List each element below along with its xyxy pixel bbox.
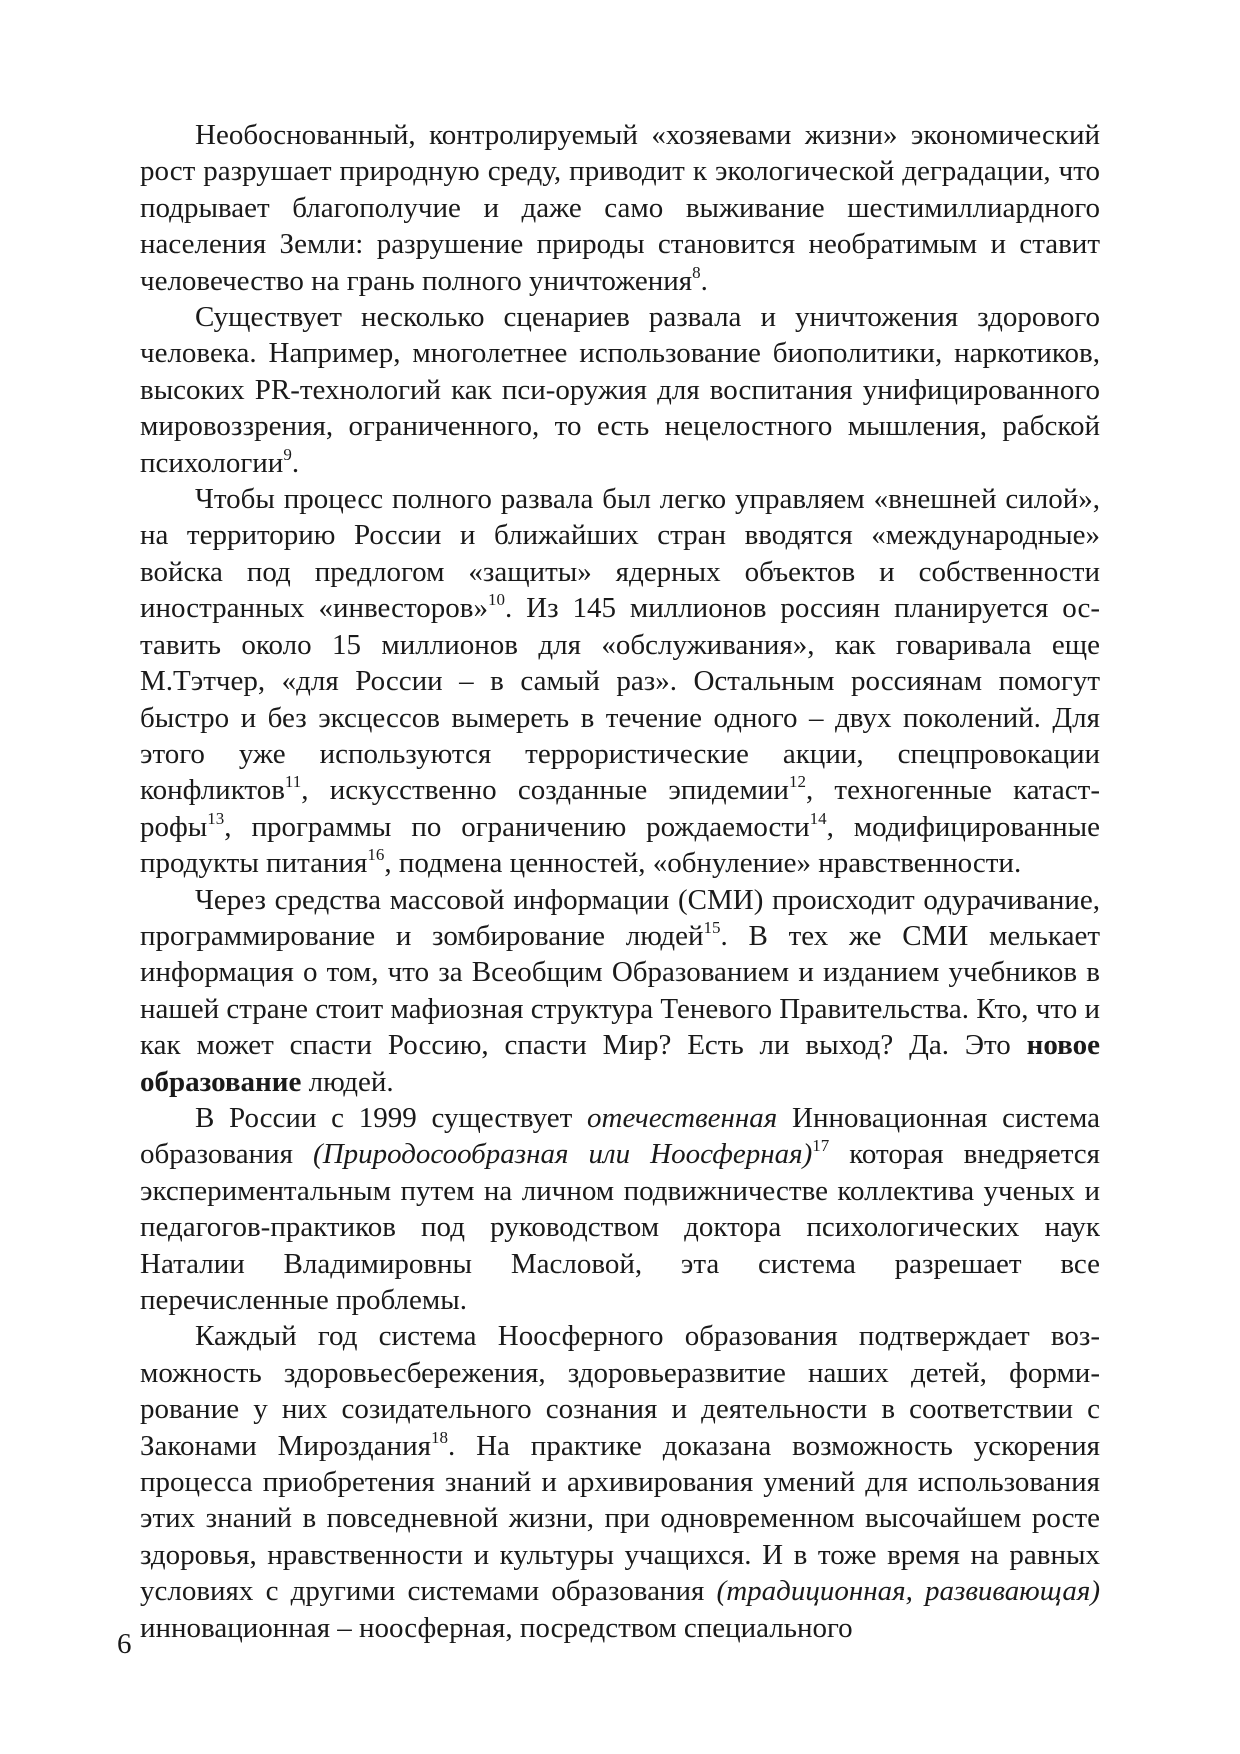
text-run: Инновационная система образования	[140, 1101, 1100, 1171]
text-run: , искусственно созданные эпидемии	[301, 774, 789, 807]
page-body	[140, 117, 1100, 1646]
text-run: , подмена ценностей, «обнуление» нравственности.	[384, 847, 1022, 880]
text-run: , программы по ограничению рождаемости	[224, 810, 810, 843]
paragraph	[140, 882, 1100, 1100]
text-run: Чтобы процесс полного развала был легко управляем «внешней силой», на территорию России и ближайших стран вводятся «международные» войска под предлогом «защиты» ядерных объектов и собственности иностранных «инвесторов»	[140, 483, 1100, 625]
text-run: В России с 1999 существует	[195, 1101, 587, 1134]
text-run: . В тех же СМИ мелькает информация о том, что за Всеобщим Образованием и изданием учебников в нашей стране стоит мафиозная структура Теневого Правительства. Кто, что и как может спасти Россию, спасти Мир? Есть ли выход? Да. Это	[140, 919, 1100, 1062]
text-run: людей.	[301, 1065, 394, 1098]
footnote-reference: 11	[284, 772, 302, 792]
footnote-reference: 13	[207, 808, 225, 828]
text-run: .	[291, 446, 300, 479]
text-run: инновационная – ноосферная, посредством специального	[140, 1611, 853, 1644]
page-number: 6	[117, 1628, 132, 1660]
text-run: Существует несколько сценариев развала и уничтожения здорового человека. Например, многолетнее использование биополитики, наркотиков, высоких PR-технологий как пси-оружия для воспитания унифицированного мировоззрения, ограниченного, то есть нецелостного мышления, рабской психологии	[140, 301, 1100, 479]
text-run: , техногенные катастрофы	[140, 774, 1101, 843]
footnote-reference: 9	[283, 444, 292, 464]
footnote-reference: 16	[367, 845, 385, 865]
text-run: .	[700, 264, 708, 297]
footnote-reference: 18	[430, 1427, 448, 1447]
footnote-reference: 15	[703, 917, 721, 937]
footnote-reference: 10	[487, 590, 505, 610]
paragraph	[140, 1100, 1100, 1318]
text-run: которая внедряется экспериментальным путем на личном подвижничестве коллектива ученых и педагогов-практиков под руководством доктора психологических наук Наталии Владимировны Масловой, эта система разрешает все перечисленные проблемы.	[140, 1138, 1100, 1316]
text-run: . Из 145 миллионов россиян планируется оставить около 15 миллионов для «обслуживания», как говаривала еще М.Тэтчер, «для России – в самый раз». Остальным россиянам помогут быстро и без эксцессов вымереть в течение одного – двух поколений. Для этого уже используются террористические акции, спецпровокации конфликтов	[140, 592, 1100, 807]
paragraph	[140, 117, 1100, 299]
footnote-reference: 17	[812, 1136, 830, 1156]
italic-text: отечественная	[587, 1101, 778, 1134]
text-run: Каждый год система Ноосферного образования подтверждает возможность здоровьесбережения, здоровьеразвитие наших детей, формирование у них созидательного сознания и деятельности в соответствии с Законами Мироздания	[140, 1320, 1100, 1462]
footnote-reference: 14	[809, 808, 827, 828]
italic-text: (Природосообразная или Ноосферная)	[313, 1138, 813, 1171]
paragraph	[140, 1318, 1100, 1646]
footnote-reference: 12	[788, 772, 806, 792]
text-run: , модифицированные продукты питания	[140, 810, 1100, 880]
text-run: Необоснованный, контролируемый «хозяевами жизни» экономический рост разрушает природную среду, приводит к экологической деградации, что подрывает благополучие и даже само выживание шестимиллиардного населения Земли: разрушение природы становится необратимым и ставит человечество на грань полного уничтожения	[140, 119, 1100, 297]
bold-text: новое образование	[140, 1029, 1100, 1098]
text-run: . На практике доказана возможность ускорения процесса приобретения знаний и архивирования умений для использования этих знаний в повседневной жизни, при одновременном высочайшем росте здоровья, нравственности и культуры учащихся. И в тоже время на равных условиях с другими системами образования	[140, 1429, 1101, 1608]
paragraph	[140, 481, 1100, 881]
text-run: Через средства массовой информации (СМИ) происходит одурачивание, программирование и зомбирование людей	[140, 883, 1100, 952]
footnote-reference: 8	[692, 262, 701, 282]
paragraph	[140, 299, 1100, 481]
italic-text: (традиционная, развивающая)	[716, 1575, 1100, 1608]
